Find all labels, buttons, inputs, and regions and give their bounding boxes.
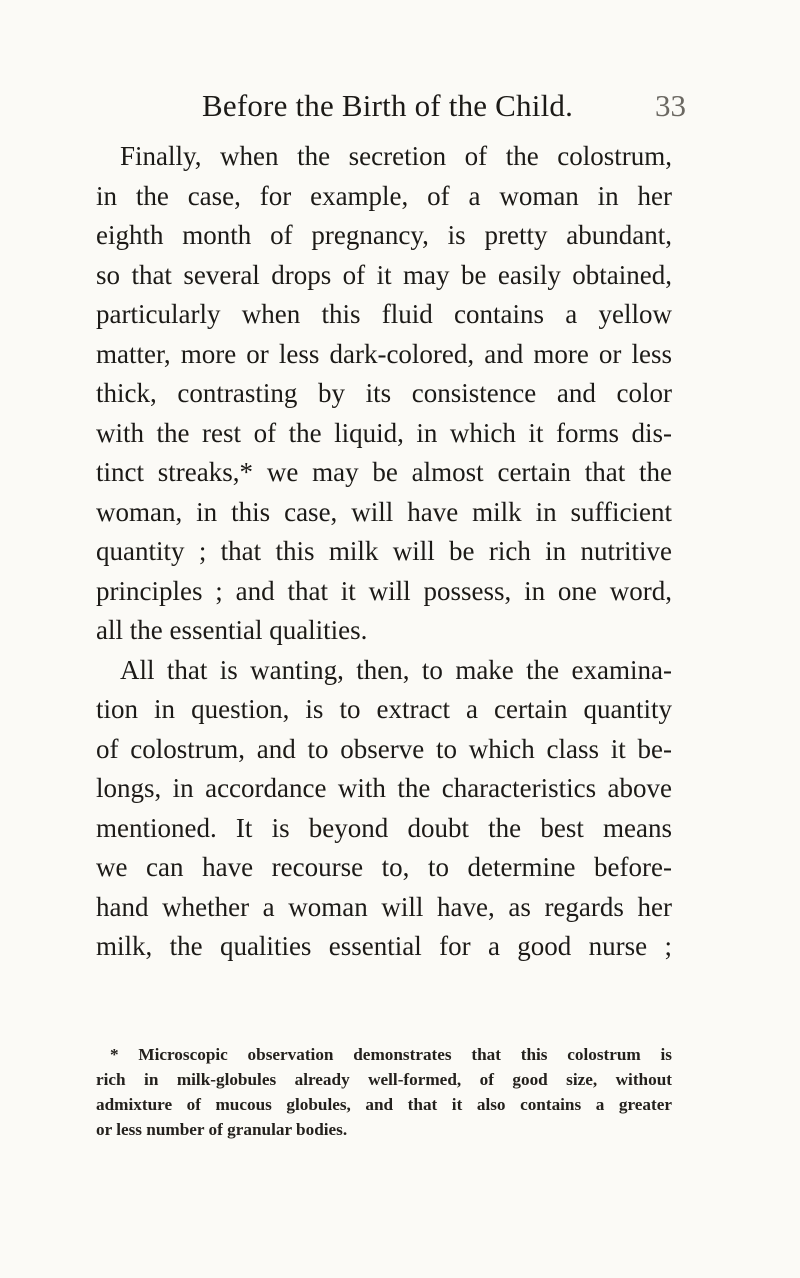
page-number: 33: [655, 88, 686, 123]
text-line: in the case, for example, of a woman in her: [96, 180, 672, 211]
text-line: All that is wanting, then, to make the examina-: [120, 654, 672, 685]
text-line: all the essential qualities.: [96, 615, 368, 645]
footnote-line: or less number of granular bodies.: [96, 1120, 348, 1139]
footnote-line: * Microscopic observation demonstrates that this colostrum is: [110, 1045, 672, 1064]
text-line: Finally, when the secretion of the colostrum,: [120, 141, 672, 171]
text-line: of colostrum, and to observe to which class it be-: [96, 733, 672, 764]
text-line: mentioned. It is beyond doubt the best means: [96, 812, 672, 843]
text-line: tinct streaks,* we may be almost certain that the: [96, 457, 672, 487]
body-text: [96, 137, 672, 967]
text-line: particularly when this fluid contains a yellow: [96, 299, 672, 329]
text-line: so that several drops of it may be easily obtained,: [96, 259, 672, 290]
text-line: milk, the qualities essential for a good nurse ;: [96, 931, 672, 961]
text-line: tion in question, is to extract a certain quantity: [96, 694, 672, 724]
text-line: hand whether a woman will have, as regards her: [96, 891, 672, 922]
text-line: principles ; and that it will possess, in one word,: [96, 575, 672, 606]
footnote-line: admixture of mucous globules, and that it also contains a greater: [96, 1095, 672, 1114]
footnote-line: rich in milk-globules already well-formed, of good size, without: [96, 1070, 672, 1089]
text-line: thick, contrasting by its consistence and color: [96, 378, 672, 408]
running-title: Before the Birth of the Child.: [202, 88, 574, 123]
text-line: eighth month of pregnancy, is pretty abundant,: [96, 220, 672, 250]
text-line: with the rest of the liquid, in which it forms dis-: [96, 417, 672, 448]
running-head: [202, 88, 752, 132]
text-line: woman, in this case, will have milk in sufficient: [96, 496, 672, 527]
text-line: quantity ; that this milk will be rich in nutritive: [96, 536, 672, 566]
text-line: we can have recourse to, to determine before-: [96, 852, 672, 882]
text-line: longs, in accordance with the characteristics above: [96, 773, 672, 803]
footnote: [96, 1042, 672, 1142]
text-line: matter, more or less dark-colored, and more or less: [96, 338, 672, 369]
